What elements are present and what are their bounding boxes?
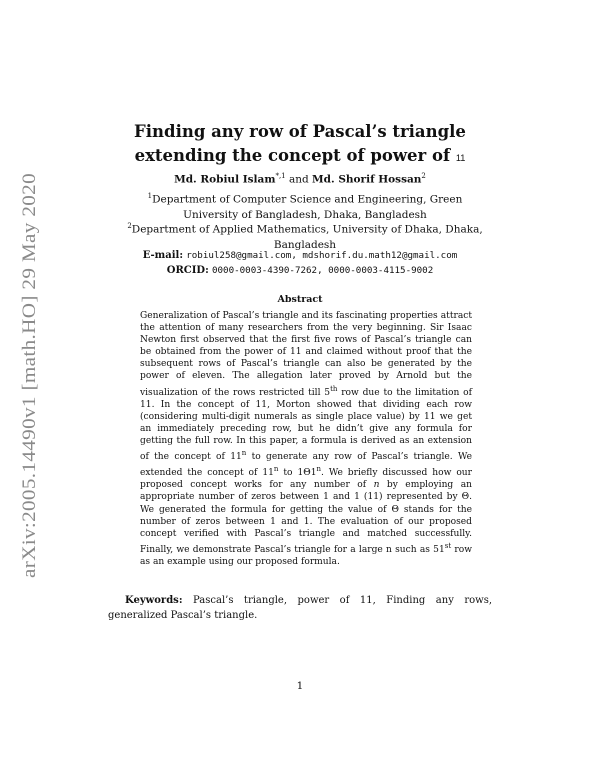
affiliation-2-mark: 2 [127,222,132,230]
abstract-part-5: . We briefly discussed how our proposed concept works for any number of [140,468,472,491]
abstract-sup-st: st [444,541,452,550]
author-1-name: Md. Robiul Islam [174,173,276,186]
abstract-part-4: to 1Θ1 [278,468,317,479]
orcid-ids: 0000-0003-4390-7262, 0000-0003-4115-9002 [211,265,434,276]
abstract-sup-th: th [330,384,338,393]
arxiv-stamp-text: arXiv:2005.14490v1 [math.HO] 29 May 2020 [19,214,40,578]
keywords-text: Pascal’s triangle, power of 11, Finding any rows, generalized Pascal’s triangle. [108,595,492,621]
abstract-sup-n-2: n [273,465,279,474]
author-1-marks: *,1 [275,172,286,180]
paper-title-number: 11 [455,153,466,163]
abstract-part-2: row due to the limitation of 11. In the concept of 11, Morton showed that dividing each row (considering multi-digit numerals as single place value) by 11 we get an immediately preceding row, but he didn’t give any formula for getting the full row. In this paper, a formula is derived as an extension of the concept of 11 [140,387,472,463]
arxiv-margin-stamp [10,170,44,580]
abstract-part-7: row as an example using our proposed formula. [140,544,472,567]
orcid-label: ORCID: [166,265,209,276]
orcid-row [0,265,600,276]
abstract-sup-n-1: n [241,449,247,458]
paper-title-line-2-text: extending the concept of power of [134,146,456,165]
affiliation-2 [120,219,490,254]
affiliation-2-text: Department of Applied Mathematics, University of Dhaka, Dhaka, Bangladesh [131,223,483,251]
keywords-label: Keywords: [125,595,183,606]
abstract-sup-n-3: n [316,465,322,474]
affiliation-1-text: Department of Computer Science and Engineering, Green University of Bangladesh, Dhaka, Bangladesh [152,193,463,221]
email-label: E-mail: [142,250,184,261]
author-2-name: Md. Shorif Hossan [312,173,422,186]
abstract-italic-n: n [373,480,380,491]
abstract-part-6: by employing an appropriate number of zeros between 1 and 1 (11) represented by Θ. We generated the formula for getting the value of Θ stands for the number of zeros between 1 and 1. The evaluation of our proposed concept verified with Pascal’s triangle and matched successfully. Finally, we demonstrate Pascal’s triangle for a large n such as 51 [140,480,472,555]
page-number: 1 [296,680,304,692]
email-row [0,250,600,261]
abstract-part-3: to generate any row of Pascal’s triangle. We extended the concept of 11 [140,452,472,479]
paper-title-line-2 [0,144,600,170]
email-addresses: robiul258@gmail.com, mdshorif.du.math12@gmail.com [186,250,458,261]
author-line [0,172,600,186]
abstract-body [140,310,472,568]
affiliation-1-mark: 1 [147,192,153,200]
author-conjunction: and [285,173,313,186]
paper-title-line-1: Finding any row of Pascal’s triangle [134,122,466,141]
author-2-marks: 2 [421,172,426,180]
arxiv-stamp-svg [10,170,44,580]
abstract-heading: Abstract [277,294,323,305]
keywords-paragraph [108,594,492,623]
abstract-part-1: Generalization of Pascal’s triangle and its fascinating properties attract the attention of many researchers from the very beginning. Sir Isaac Newton first observed that the first five rows of Pascal’s triangle can be obtained from the power of 11 and claimed without proof that the subsequent rows of Pascal’s triangle can also be generated by the power of eleven. The allegation later proved by Arnold but the visualization of the rows restricted till 5 [140,311,472,398]
